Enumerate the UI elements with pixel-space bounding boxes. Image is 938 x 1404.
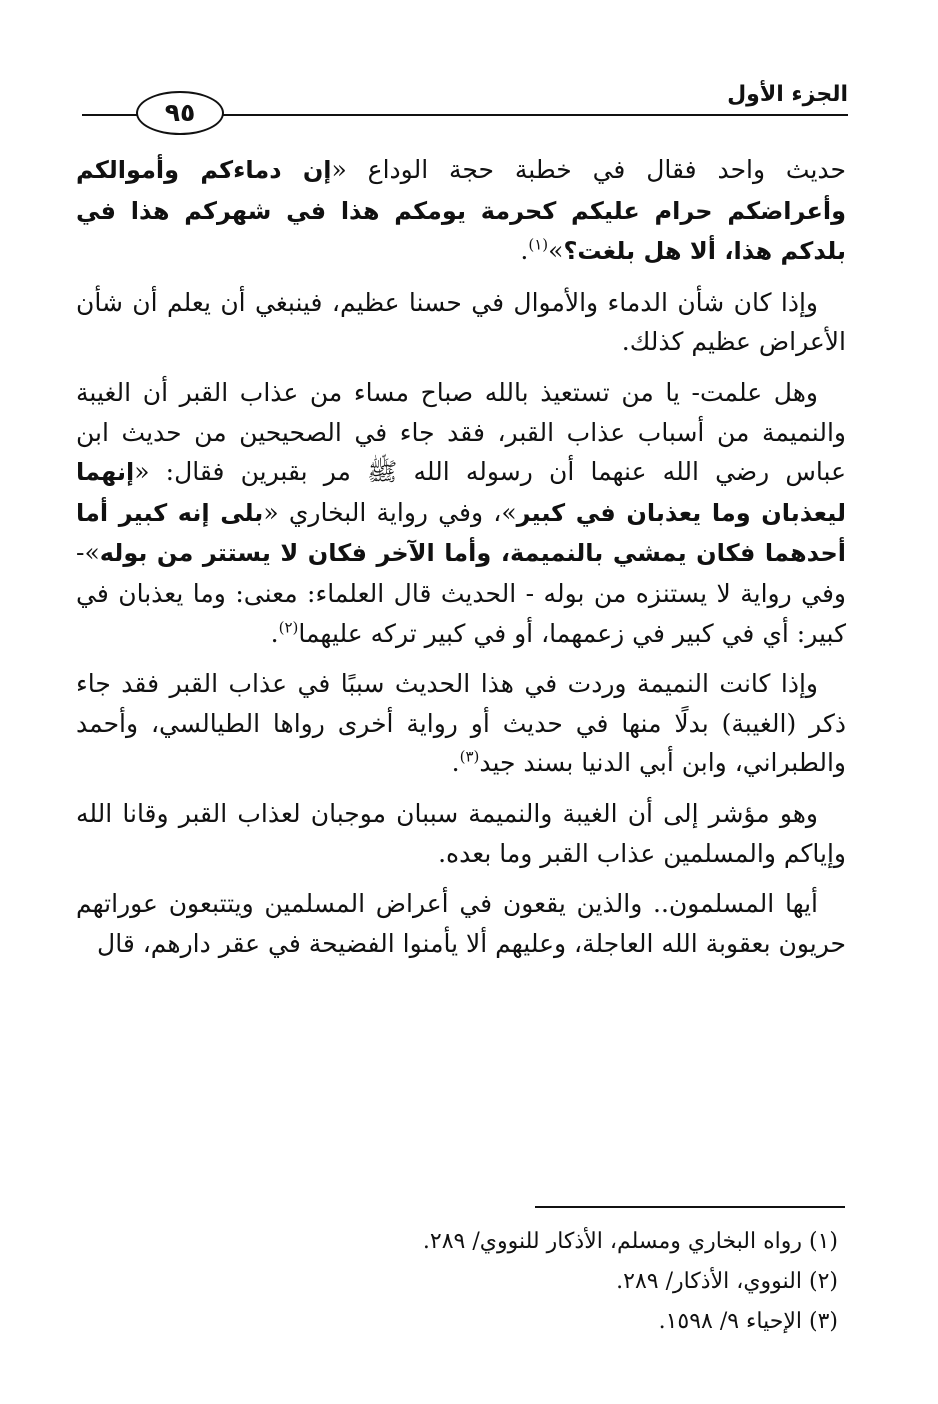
paragraph-3-text-a: وهل علمت- يا من تستعيذ بالله صباح مساء من عذاب القبر أن الغيبة والنميمة من أسباب عذاب القبر، فقد جاء في الصحيحين من حديث ابن عباس رضي الله عنهما أن رسوله الله ﷺ مر بقبرين فقال: « [76, 377, 846, 487]
hadith-quote-3: بلى إنه كبير أما أحدهما فكان يمشي بالنميمة، وأما الآخر فكان لا يستتر من بوله [76, 498, 846, 568]
paragraph-1-text-a: حديث واحد فقال في خطبة حجة الوداع « [331, 155, 846, 184]
footnotes [138, 1222, 838, 1342]
paragraph-2: وإذا كان شأن الدماء والأموال في حسنا عظيم، فينبغي أن يعلم أن شأن الأعراض عظيم كذلك. [76, 287, 846, 357]
page-number: ٩٥ [136, 91, 224, 135]
footnote-rule [535, 1206, 845, 1208]
paragraph-1-text-c: . [520, 236, 529, 266]
footnote-2: (٢) النووي، الأذكار/ ٢٨٩. [616, 1269, 838, 1294]
paragraph-1-text-b: » [548, 236, 564, 266]
running-title: الجزء الأول [727, 82, 848, 107]
paragraph-4-text-a: وإذا كانت النميمة وردت في هذا الحديث سببًا في عذاب القبر فقد جاء ذكر (الغيبة) بدلًا منها في حديث أو رواية أخرى رواها الطيالسي، وأحمد والطبراني، وابن أبي الدنيا بسند جيد [76, 669, 846, 778]
page-header [0, 0, 938, 140]
footnote-ref-3: (٣) [459, 747, 480, 766]
paragraph-6: أيها المسلمون.. والذين يقعون في أعراض المسلمين ويتتبعون عوراتهم حريون بعقوبة الله العاجلة، وعليهم ألا يأمنوا الفضيحة في عقر دارهم، قال [76, 889, 846, 958]
paragraph-3-text-b: »، وفي رواية البخاري « [263, 497, 517, 527]
paragraph-3-text-d: . [270, 618, 279, 648]
hadith-quote-1: إن دماءكم وأموالكم وأعراضكم حرام عليكم كحرمة يومكم هذا في شهركم هذا في بلدكم هذا، ألا هل بلغت؟ [76, 156, 846, 266]
paragraph-1 [76, 150, 846, 272]
paragraph-4-text-b: . [451, 748, 460, 778]
page-body [76, 150, 846, 974]
footnote-ref-1: (١) [528, 235, 549, 254]
footnote-ref-2: (٢) [278, 618, 299, 637]
paragraph-4 [76, 664, 846, 783]
paragraph-3 [76, 373, 846, 653]
hadith-quote-2: إنهما ليعذبان وما يعذبان في كبير [76, 458, 847, 527]
footnote-1: (١) رواه البخاري ومسلم، الأذكار للنووي/ ٢٨٩. [422, 1229, 838, 1254]
paragraph-3-text-c: »- وفي رواية لا يستنزه من بوله - الحديث قال العلماء: معنى: وما يعذبان في كبير: أي في كبير في زعمهما، أو في كبير تركه عليهما [76, 538, 846, 648]
footnote-3: (٣) الإحياء ٩/ ١٥٩٨. [658, 1309, 838, 1334]
paragraph-5: وهو مؤشر إلى أن الغيبة والنميمة سببان موجبان لعذاب القبر وقانا الله وإياكم والمسلمين عذاب القبر وما بعده. [76, 798, 846, 868]
